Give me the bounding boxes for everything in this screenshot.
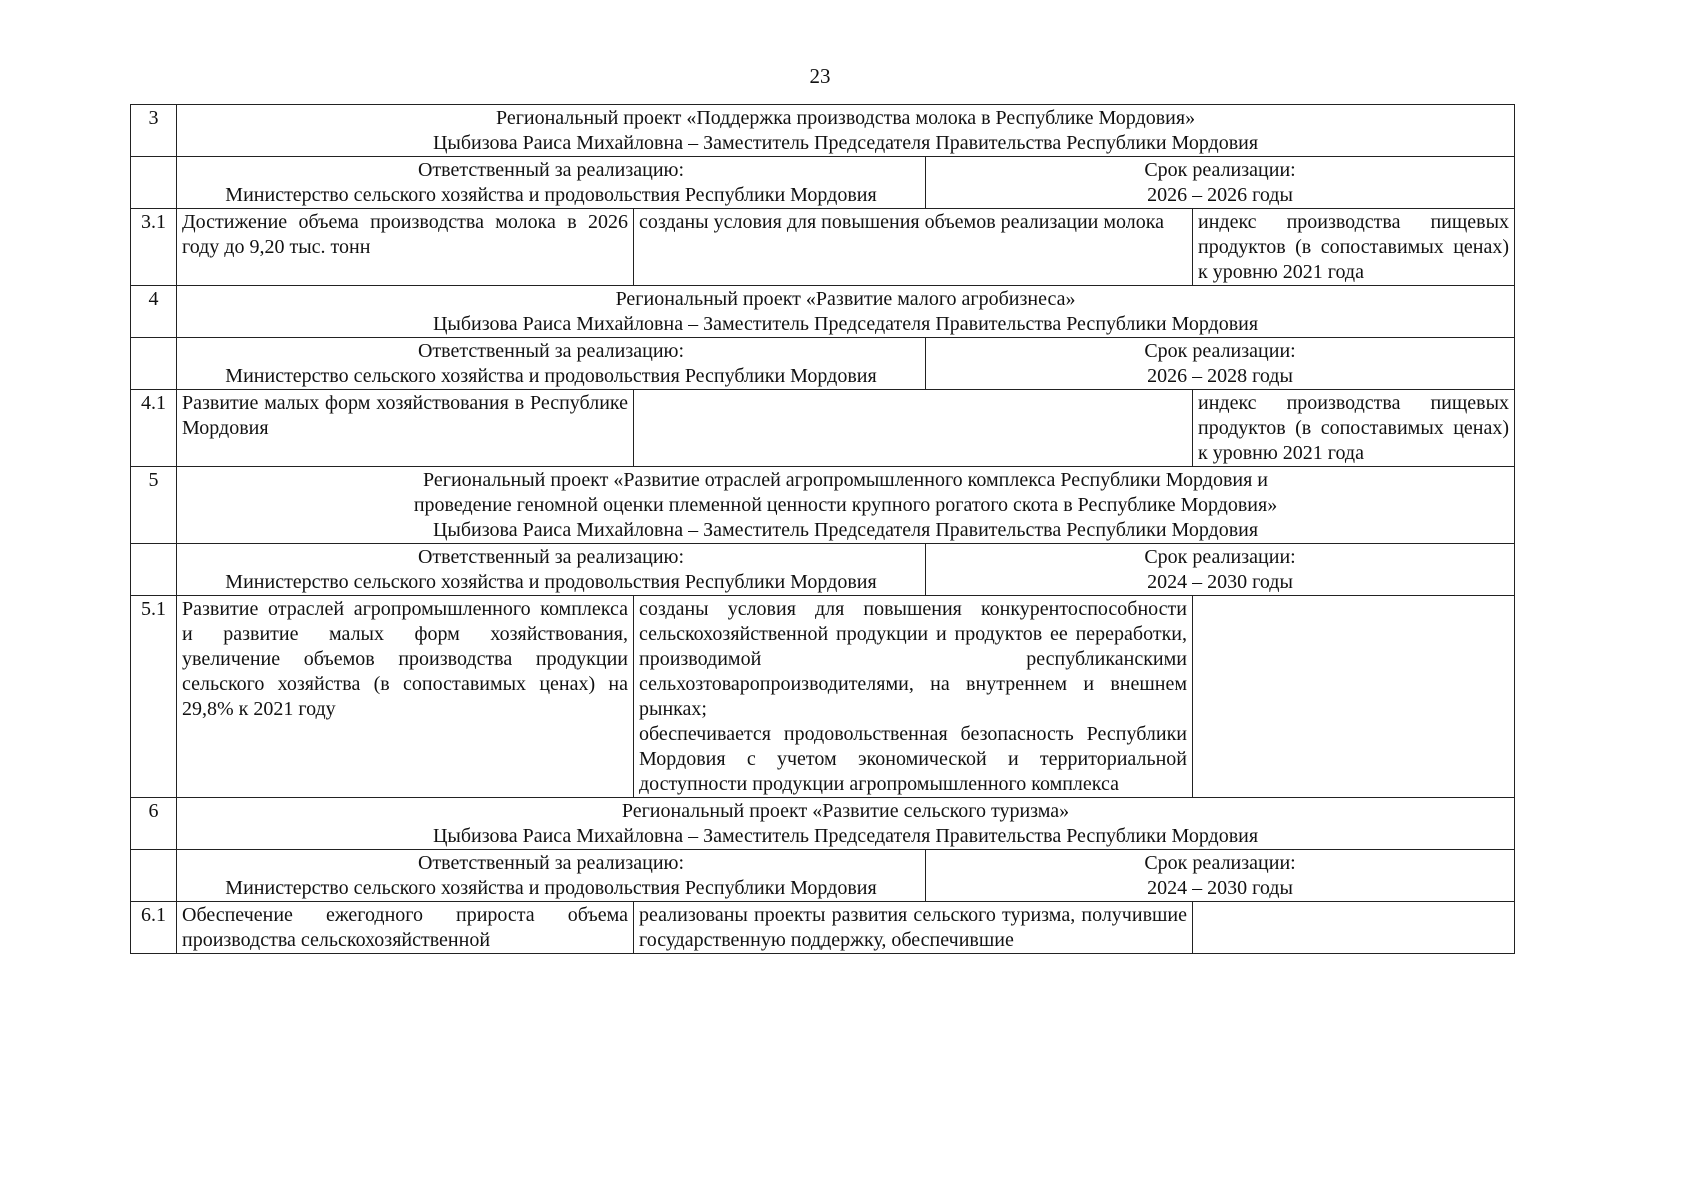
task-effects	[634, 390, 1193, 467]
empty-cell	[131, 157, 177, 209]
task-indicator: индекс производства пищевых продуктов (в сопоставимых ценах) к уровню 2021 года	[1193, 209, 1515, 286]
task-number: 6.1	[131, 902, 177, 954]
term-cell	[926, 544, 1515, 596]
responsible-label: Ответственный за реализацию:	[417, 340, 685, 362]
responsible-cell	[177, 338, 926, 390]
term-cell	[926, 157, 1515, 209]
term-value: 2026 – 2028 годы	[1147, 365, 1293, 387]
project-responsible-row	[131, 850, 1515, 902]
task-effects	[634, 902, 1193, 954]
project-title-cell	[177, 798, 1515, 850]
page-number: 23	[809, 64, 831, 88]
task-description: Обеспечение ежегодного прироста объема производства сельскохозяйственной	[177, 902, 634, 954]
responsible-value: Министерство сельского хозяйства и продовольствия Республики Мордовия	[225, 571, 877, 593]
term-label: Срок реализации:	[1144, 852, 1296, 874]
task-description: Достижение объема производства молока в 2026 году до 9,20 тыс. тонн	[177, 209, 634, 286]
project-title-cell	[177, 286, 1515, 338]
empty-cell	[131, 338, 177, 390]
task-effects	[634, 596, 1193, 798]
project-number: 5	[131, 467, 177, 544]
project-title: Региональный проект «Развитие отраслей агропромышленного комплекса Республики Мордовия и	[423, 469, 1268, 491]
project-header-row	[131, 467, 1515, 544]
task-number: 5.1	[131, 596, 177, 798]
project-title: Региональный проект «Развитие малого агробизнеса»	[615, 288, 1076, 310]
project-number: 6	[131, 798, 177, 850]
task-row	[131, 390, 1515, 467]
task-row	[131, 902, 1515, 954]
project-curator: Цыбизова Раиса Михайловна – Заместитель Председателя Правительства Республики Мордовия	[432, 313, 1259, 335]
responsible-value: Министерство сельского хозяйства и продовольствия Республики Мордовия	[225, 877, 877, 899]
project-header-row	[131, 105, 1515, 157]
project-title: Региональный проект «Поддержка производства молока в Республике Мордовия»	[495, 107, 1196, 129]
empty-cell	[131, 850, 177, 902]
responsible-cell	[177, 850, 926, 902]
project-responsible-row	[131, 157, 1515, 209]
empty-cell	[131, 544, 177, 596]
task-row	[131, 596, 1515, 798]
responsible-cell	[177, 544, 926, 596]
term-value: 2026 – 2026 годы	[1147, 184, 1293, 206]
project-title: Региональный проект «Развитие сельского туризма»	[621, 800, 1070, 822]
project-curator: Цыбизова Раиса Михайловна – Заместитель Председателя Правительства Республики Мордовия	[432, 825, 1259, 847]
project-number: 3	[131, 105, 177, 157]
term-label: Срок реализации:	[1144, 340, 1296, 362]
project-responsible-row	[131, 338, 1515, 390]
task-indicator: индекс производства пищевых продуктов (в сопоставимых ценах) к уровню 2021 года	[1193, 390, 1515, 467]
effect-text: созданы условия для повышения объемов реализации молока	[639, 211, 1165, 233]
responsible-cell	[177, 157, 926, 209]
term-value: 2024 – 2030 годы	[1147, 571, 1293, 593]
term-value: 2024 – 2030 годы	[1147, 877, 1293, 899]
project-header-row	[131, 798, 1515, 850]
responsible-label: Ответственный за реализацию:	[417, 852, 685, 874]
task-number: 4.1	[131, 390, 177, 467]
project-title: проведение геномной оценки племенной ценности крупного рогатого скота в Республике Мордовия»	[413, 494, 1278, 516]
task-number: 3.1	[131, 209, 177, 286]
term-cell	[926, 850, 1515, 902]
task-row	[131, 209, 1515, 286]
responsible-label: Ответственный за реализацию:	[417, 546, 685, 568]
structural-elements-table	[130, 104, 1515, 954]
task-description: Развитие отраслей агропромышленного комплекса и развитие малых форм хозяйствования, увеличение объемов производства продукции сельского хозяйства (в сопоставимых ценах) на 29,8% к 2021 году	[177, 596, 634, 798]
effect-text: обеспечивается продовольственная безопасность Республики Мордовия с учетом экономической и территориальной доступности продукции агропромышленного комплекса	[639, 723, 1187, 795]
project-curator: Цыбизова Раиса Михайловна – Заместитель Председателя Правительства Республики Мордовия	[432, 519, 1259, 541]
effect-text: реализованы проекты развития сельского туризма, получившие государственную поддержку, обеспечившие	[639, 904, 1187, 951]
task-indicator	[1193, 596, 1515, 798]
project-responsible-row	[131, 544, 1515, 596]
project-number: 4	[131, 286, 177, 338]
project-title-cell	[177, 105, 1515, 157]
term-cell	[926, 338, 1515, 390]
responsible-value: Министерство сельского хозяйства и продовольствия Республики Мордовия	[225, 365, 877, 387]
project-header-row	[131, 286, 1515, 338]
project-title-cell	[177, 467, 1515, 544]
term-label: Срок реализации:	[1144, 159, 1296, 181]
effect-text: созданы условия для повышения конкурентоспособности сельскохозяйственной продукции и продуктов ее переработки, производимой республиканскими сельхозтоваропроизводителями, на внутреннем и внешнем рынках;	[639, 598, 1187, 720]
responsible-label: Ответственный за реализацию:	[417, 159, 685, 181]
task-effects	[634, 209, 1193, 286]
responsible-value: Министерство сельского хозяйства и продовольствия Республики Мордовия	[225, 184, 877, 206]
project-curator: Цыбизова Раиса Михайловна – Заместитель Председателя Правительства Республики Мордовия	[432, 132, 1259, 154]
task-description: Развитие малых форм хозяйствования в Республике Мордовия	[177, 390, 634, 467]
term-label: Срок реализации:	[1144, 546, 1296, 568]
task-indicator	[1193, 902, 1515, 954]
